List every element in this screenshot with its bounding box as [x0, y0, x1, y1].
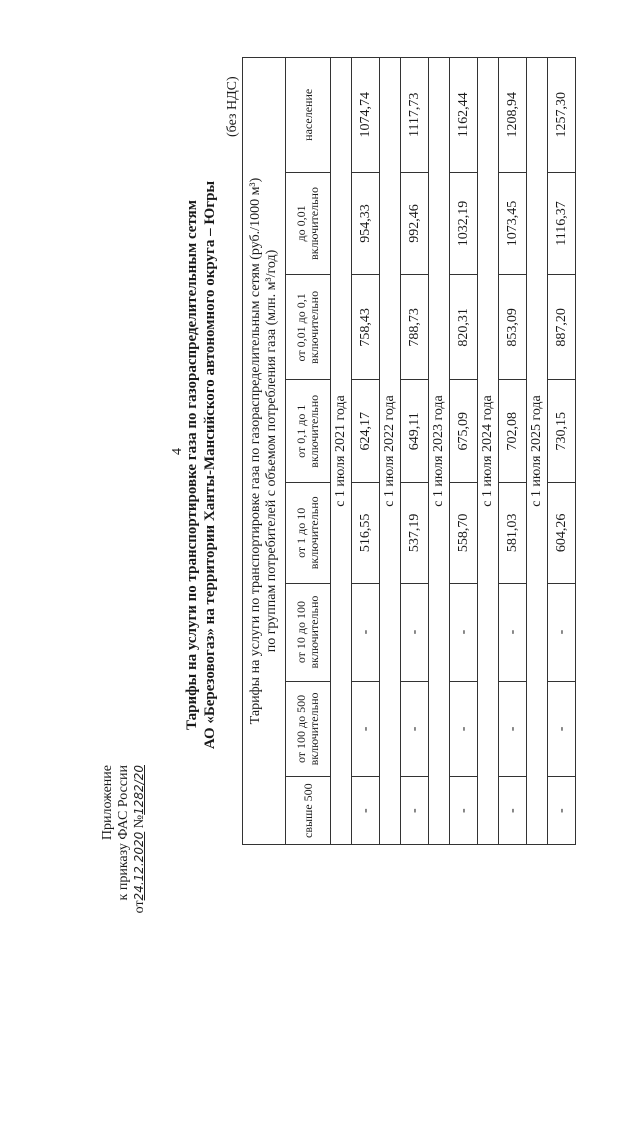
order-number: 1282/20: [132, 765, 146, 815]
table-cell: -: [401, 583, 429, 681]
page-number: 4: [170, 448, 185, 455]
table-cell: 702,08: [499, 380, 527, 483]
table-cell: 758,43: [352, 275, 380, 380]
column-header: свыше 500: [286, 777, 331, 845]
table-cell: 730,15: [548, 380, 576, 483]
column-header: от 100 до 500 включительно: [286, 681, 331, 777]
column-header: от 1 до 10 включительно: [286, 483, 331, 583]
order-date: 24.12.2020: [132, 831, 146, 901]
table-cell: 581,03: [499, 483, 527, 583]
table-cell: 1208,94: [499, 58, 527, 173]
table-cell: 604,26: [548, 483, 576, 583]
period-label: с 1 июля 2025 года: [527, 58, 548, 845]
number-sign: №: [132, 814, 147, 829]
table-cell: -: [450, 583, 478, 681]
table-cell: 1073,45: [499, 172, 527, 275]
table-cell: 1162,44: [450, 58, 478, 173]
table-header-line2: по группам потребителей с объемом потребления газа (млн. м³/год): [264, 249, 279, 653]
table-cell: -: [499, 583, 527, 681]
table-cell: 649,11: [401, 380, 429, 483]
document-title-line1: Тарифы на услуги по транспортировке газа по газораспределительным сетям: [184, 200, 200, 730]
table-header: [243, 58, 286, 845]
column-header: от 0,1 до 1 включительно: [286, 380, 331, 483]
table-cell: 1116,37: [548, 172, 576, 275]
table-cell: -: [548, 583, 576, 681]
column-header: население: [286, 58, 331, 173]
column-header: до 0,01 включительно: [286, 172, 331, 275]
document-title-line2: АО «Березовогаз» на территории Ханты-Мансийского автономного округа – Югры: [202, 180, 218, 750]
table-cell: 1117,73: [401, 58, 429, 173]
period-label: с 1 июля 2021 года: [331, 58, 352, 845]
table-cell: 558,70: [450, 483, 478, 583]
table-cell: 887,20: [548, 275, 576, 380]
table-cell: 853,09: [499, 275, 527, 380]
appendix-line2: к приказу ФАС России: [116, 765, 131, 901]
appendix-from: от: [132, 900, 147, 914]
period-label: с 1 июля 2024 года: [478, 58, 499, 845]
table-cell: 992,46: [401, 172, 429, 275]
table-cell: 624,17: [352, 380, 380, 483]
table-cell: -: [352, 777, 380, 845]
table-cell: -: [352, 583, 380, 681]
appendix-line3: [132, 765, 147, 1125]
period-label: с 1 июля 2023 года: [429, 58, 450, 845]
table-cell: -: [499, 681, 527, 777]
table-cell: -: [352, 681, 380, 777]
table-cell: 788,73: [401, 275, 429, 380]
period-label: с 1 июля 2022 года: [380, 58, 401, 845]
table-cell: -: [450, 681, 478, 777]
column-header: от 10 до 100 включительно: [286, 583, 331, 681]
table-cell: -: [401, 777, 429, 845]
table-cell: 1257,30: [548, 58, 576, 173]
table-cell: 1032,19: [450, 172, 478, 275]
table-cell: 675,09: [450, 380, 478, 483]
table-cell: 516,55: [352, 483, 380, 583]
table-cell: 537,19: [401, 483, 429, 583]
table-cell: -: [499, 777, 527, 845]
table-cell: 954,33: [352, 172, 380, 275]
table-header-line1: Тарифы на услуги по транспортировке газа по газораспределительным сетям (руб./1000 м³): [248, 177, 263, 725]
appendix-line1: Приложение: [100, 765, 115, 841]
vat-note: (без НДС): [225, 76, 240, 137]
table-cell: 820,31: [450, 275, 478, 380]
table-cell: 1074,74: [352, 58, 380, 173]
table-cell: -: [450, 777, 478, 845]
table-cell: -: [401, 681, 429, 777]
tariff-table: [242, 57, 576, 845]
column-header: от 0,01 до 0,1 включительно: [286, 275, 331, 380]
table-cell: -: [548, 681, 576, 777]
table-cell: -: [548, 777, 576, 845]
